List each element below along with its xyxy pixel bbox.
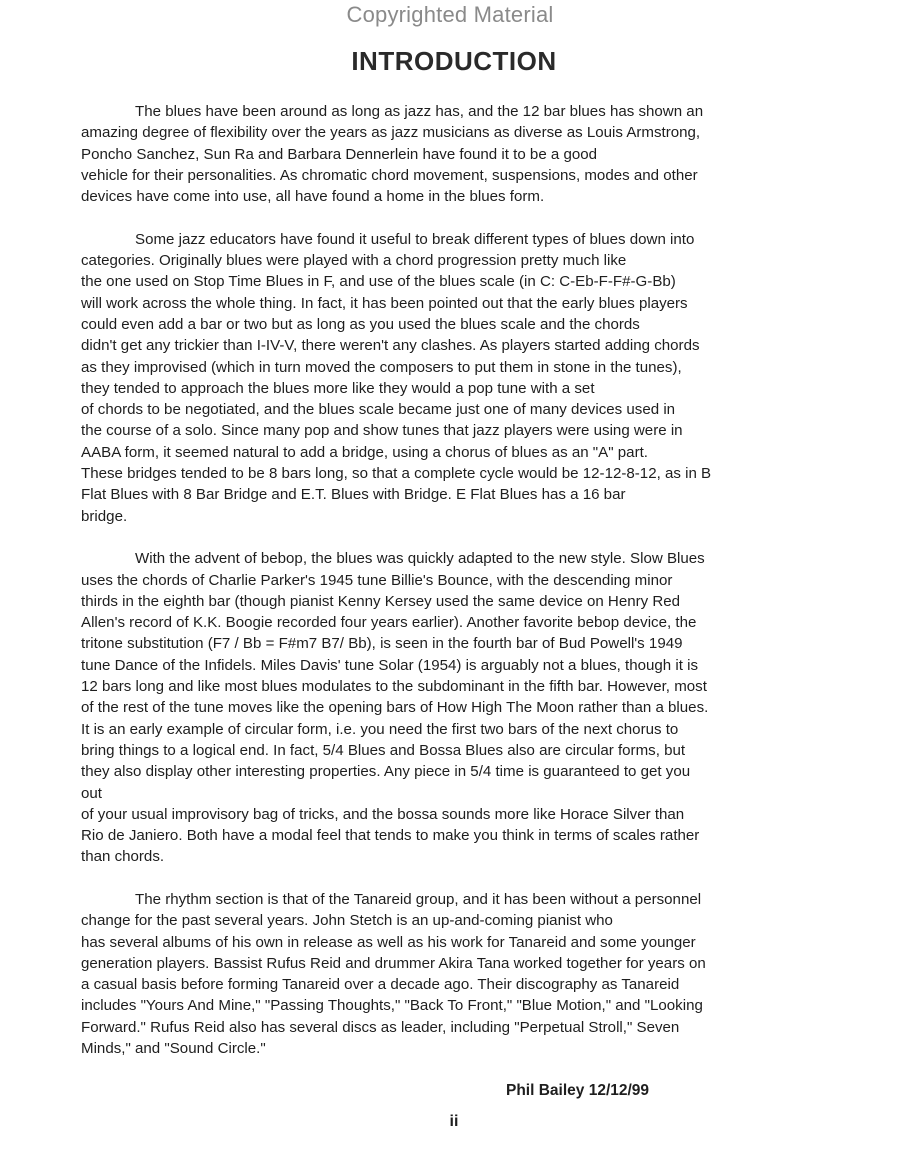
author-signature-line: Phil Bailey 12/12/99 (506, 1082, 650, 1099)
paragraph-line: didn't get any trickier than I-IV-V, there weren't any clashes. As players started adding chords (81, 337, 700, 355)
paragraph-line: It is an early example of circular form, i.e. you need the first two bars of the next chorus to (81, 720, 679, 738)
paragraph-line: With the advent of bebop, the blues was quickly adapted to the new style. Slow Blues (135, 550, 705, 568)
paragraph-line: out (81, 784, 102, 802)
paragraph-line: uses the chords of Charlie Parker's 1945 tune Billie's Bounce, with the descending minor (81, 571, 673, 589)
paragraph-line: change for the past several years. John Stetch is an up-and-coming pianist who (81, 912, 613, 930)
paragraph-line: Minds," and "Sound Circle." (81, 1040, 266, 1058)
paragraph-line: These bridges tended to be 8 bars long, so that a complete cycle would be 12-12-8-12, as in B (81, 465, 712, 483)
paragraph-2 (81, 229, 841, 527)
paragraph-line: Rio de Janiero. Both have a modal feel that tends to make you think in terms of scales rather (81, 827, 700, 845)
paragraph-line: Some jazz educators have found it useful to break different types of blues down into (135, 230, 695, 248)
paragraph-line: they also display other interesting properties. Any piece in 5/4 time is guaranteed to get you (81, 763, 691, 781)
paragraph-line: they tended to approach the blues more like they would a pop tune with a set (81, 379, 595, 397)
paragraph-line: the course of a solo. Since many pop and show tunes that jazz players were using were in (81, 422, 683, 440)
paragraph-line: than chords. (81, 848, 165, 866)
paragraph-line: amazing degree of flexibility over the years as jazz musicians as diverse as Louis Armstrong, (81, 124, 701, 142)
copyright-watermark: Copyrighted Material (346, 2, 554, 27)
page-title: INTRODUCTION (351, 46, 557, 76)
paragraph-line: bring things to a logical end. In fact, 5/4 Blues and Bossa Blues also are circular forms, but (81, 741, 686, 759)
paragraph-line: of the rest of the tune moves like the opening bars of How High The Moon rather than a blues. (81, 699, 709, 717)
paragraph-line: 12 bars long and like most blues modulates to the subdominant in the fifth bar. However, most (81, 678, 707, 696)
paragraph-4 (81, 889, 841, 1059)
paragraph-line: vehicle for their personalities. As chromatic chord movement, suspensions, modes and other (81, 166, 698, 184)
body-text (81, 101, 841, 1081)
paragraph-line: of chords to be negotiated, and the blues scale became just one of many devices used in (81, 401, 676, 419)
page-number: ii (449, 1113, 459, 1130)
paragraph-line: The blues have been around as long as jazz has, and the 12 bar blues has shown an (135, 103, 704, 120)
paragraph-line: Forward." Rufus Reid also has several discs as leader, including "Perpetual Stroll," Seven (81, 1018, 680, 1036)
paragraph-line: generation players. Bassist Rufus Reid and drummer Akira Tana worked together for years on (81, 954, 706, 972)
paragraph-line: the one used on Stop Time Blues in F, and use of the blues scale (in C: C-Eb-F-F#-G-Bb) (81, 273, 676, 291)
paragraph-line: could even add a bar or two but as long as you used the blues scale and the chords (81, 315, 640, 333)
paragraph-line: tritone substitution (F7 / Bb = F#m7 B7/ Bb), is seen in the fourth bar of Bud Powell's 1949 (81, 635, 683, 653)
paragraph-line: has several albums of his own in release as well as his work for Tanareid and some younger (81, 933, 696, 951)
paragraph-line: Flat Blues with 8 Bar Bridge and E.T. Blues with Bridge. E Flat Blues has a 16 bar (81, 486, 626, 504)
paragraph-line: The rhythm section is that of the Tanareid group, and it has been without a personnel (135, 890, 702, 908)
paragraph-line: AABA form, it seemed natural to add a bridge, using a chorus of blues as an "A" part. (81, 443, 648, 461)
paragraph-line: a casual basis before forming Tanareid over a decade ago. Their discography as Tanareid (81, 976, 680, 994)
paragraph-line: Allen's record of K.K. Boogie recorded four years earlier). Another favorite bebop device, the (81, 614, 697, 632)
paragraph-line: as they improvised (which in turn moved the composers to put them in stone in the tunes), (81, 358, 682, 376)
paragraph-line: includes "Yours And Mine," "Passing Thoughts," "Back To Front," "Blue Motion," and "Looking (81, 997, 703, 1015)
paragraph-line: thirds in the eighth bar (though pianist Kenny Kersey used the same device on Henry Red (81, 592, 681, 610)
paragraph-line: of your usual improvisory bag of tricks, and the bossa sounds more like Horace Silver than (81, 805, 685, 823)
paragraph-line: will work across the whole thing. In fact, it has been pointed out that the early blues players (81, 294, 688, 312)
paragraph-line: devices have come into use, all have found a home in the blues form. (81, 188, 545, 206)
paragraph-line: tune Dance of the Infidels. Miles Davis' tune Solar (1954) is arguably not a blues, though it is (81, 656, 699, 674)
paragraph-line: Poncho Sanchez, Sun Ra and Barbara Dennerlein have found it to be a good (81, 145, 598, 163)
paragraph-1 (81, 101, 841, 207)
paragraph-line: categories. Originally blues were played with a chord progression pretty much like (81, 252, 627, 270)
paragraph-3 (81, 548, 841, 867)
paragraph-line: bridge. (81, 507, 128, 525)
